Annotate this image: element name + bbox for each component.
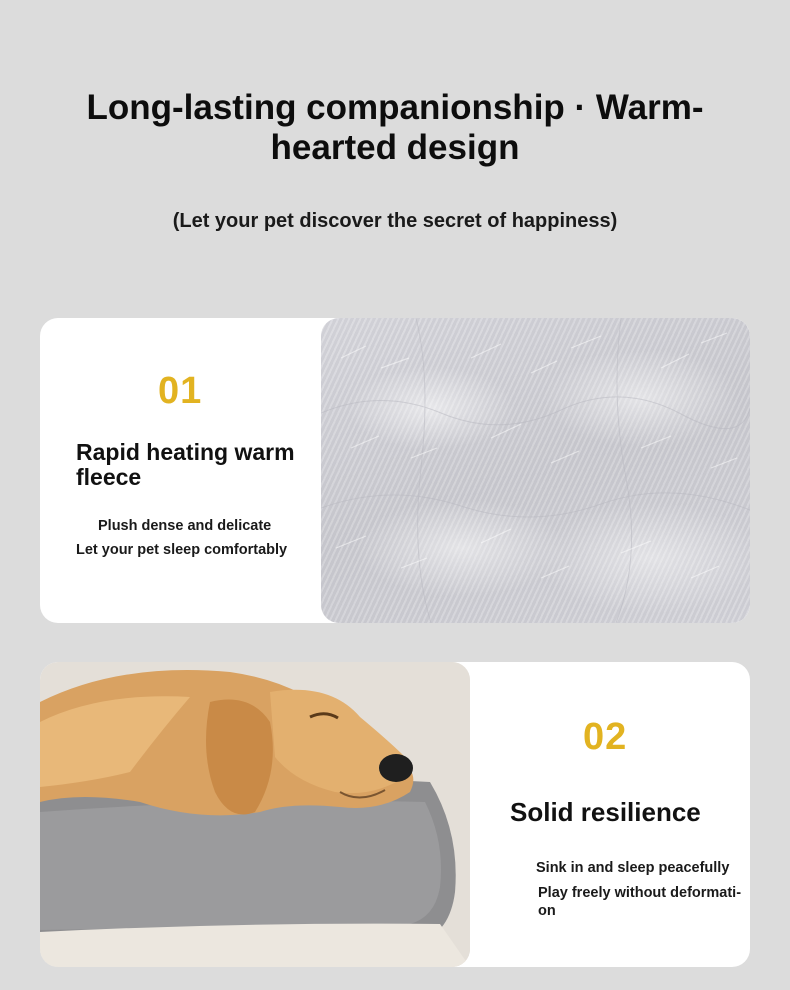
feature-number: 01	[158, 370, 203, 412]
feature-title: Solid resilience	[510, 797, 701, 827]
feature-line-1: Plush dense and delicate	[98, 518, 272, 534]
feature-line-2: Let your pet sleep comfortably	[76, 542, 288, 558]
fleece-texture-photo	[321, 318, 750, 623]
feature-line-1: Sink in and sleep peacefully	[536, 860, 730, 876]
feature-line-2: Play freely without deformati-on	[538, 885, 742, 919]
feature-card-1	[40, 318, 750, 623]
sleeping-dog-art	[40, 662, 470, 967]
feature-title: Rapid heating warm fleece	[76, 439, 295, 490]
feature-card-2	[40, 662, 750, 967]
feature-number: 02	[583, 716, 628, 758]
fleece-texture-art	[321, 318, 750, 623]
sleeping-dog-photo	[40, 662, 470, 967]
feature-description	[76, 514, 336, 562]
feature-description	[536, 856, 746, 920]
page-title: Long-lasting companionship · Warm-hearted design	[86, 88, 704, 167]
header	[0, 88, 790, 233]
page-subtitle: (Let your pet discover the secret of happiness)	[172, 210, 618, 232]
